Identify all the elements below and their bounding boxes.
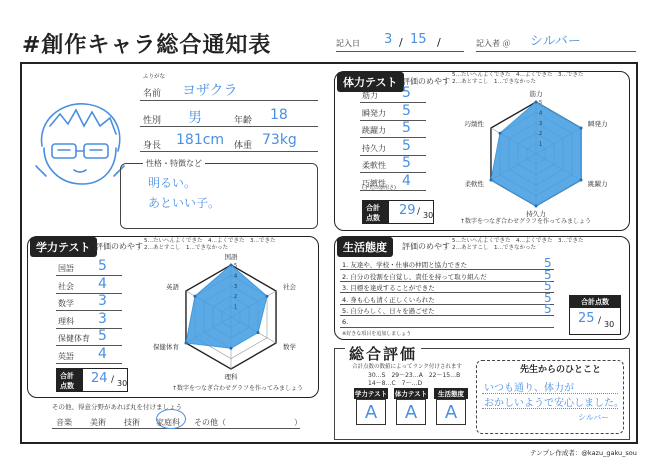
radar-scale-label: 3 <box>234 283 238 290</box>
physical-item-underline <box>360 155 426 156</box>
academic-item-label: 数学 <box>58 299 74 308</box>
radar-axis-label: 理科 <box>224 373 238 381</box>
life-total-value: 25 <box>578 311 595 326</box>
gender-value: 男 <box>188 110 202 126</box>
life-item-label: 6. <box>342 317 349 326</box>
physical-item-underline <box>360 102 426 103</box>
academic-scale-2: 2…あとすこし 1…できなかった <box>144 245 228 251</box>
personality-line-2: あといい子。 <box>148 196 221 210</box>
academic-item-underline <box>56 310 122 311</box>
radar-value-point <box>230 347 233 350</box>
academic-total-box <box>56 368 128 392</box>
physical-chart-note: ↑数字をつなぎ合わせグラフを作ってみましょう <box>460 218 592 225</box>
radar-axis-label: 筋力 <box>529 90 543 98</box>
physical-test-title: 体力テスト <box>337 72 404 92</box>
physical-item-label: 柔軟性 <box>362 161 386 170</box>
academic-total-value: 24 <box>91 371 108 386</box>
radar-axis-label: 保健体育 <box>153 343 180 351</box>
physical-item-label: 筋力 <box>362 91 378 100</box>
physical-item-value: 5 <box>402 137 411 154</box>
physical-item-underline <box>360 120 426 121</box>
life-total-label: 合計点数 <box>570 296 620 308</box>
personality-line-1: 明るい。 <box>148 176 197 190</box>
radar-axis-label: 数学 <box>282 343 296 351</box>
radar-scale-label: 3 <box>539 120 543 127</box>
radar-value-point <box>257 331 260 334</box>
life-total-box <box>569 295 621 335</box>
grade-head: 学力テスト <box>354 390 388 398</box>
physical-item-underline <box>360 172 426 173</box>
life-item-label: 5. 自分らしく、日々を過ごせた <box>342 307 435 315</box>
physical-item-value: 5 <box>402 85 411 101</box>
academic-item-label: 国語 <box>58 264 74 273</box>
height-underline <box>140 151 318 152</box>
life-item-label: 3. 目標を達成することができた <box>342 284 435 292</box>
life-footnote: ※好きな項目を追加しましょう <box>342 331 412 337</box>
name-label: 名前 <box>143 89 162 99</box>
radar-value-point <box>580 179 583 182</box>
academic-item-label: 社会 <box>58 281 74 291</box>
other-subject-close: ） <box>294 418 302 427</box>
radar-value-point <box>580 127 583 130</box>
physical-scale-label: 評価のめやす <box>402 77 450 86</box>
radar-value-point <box>498 132 501 135</box>
radar-value-point <box>230 264 233 267</box>
radar-axis-label: 英語 <box>166 283 180 291</box>
radar-scale-label: 1 <box>234 304 238 311</box>
subject-option: 家庭科 <box>156 418 180 427</box>
overall-ranks-2: 14〜8…C 7〜…D <box>368 380 423 387</box>
radar-scale-label: 2 <box>539 131 543 138</box>
academic-radar-chart <box>150 253 312 383</box>
life-item-underline <box>340 327 554 328</box>
furigana-label: ふりがな <box>143 74 166 80</box>
academic-test-title: 学力テスト <box>30 237 97 257</box>
academic-item-underline <box>56 345 122 346</box>
date-slash-2: / <box>437 36 441 49</box>
life-item-underline <box>340 304 554 305</box>
academic-item-underline <box>56 328 122 329</box>
physical-total-max: 30 <box>423 211 434 220</box>
date-slash: / <box>399 36 403 49</box>
life-item-underline <box>340 269 554 270</box>
radar-axis-label: 社会 <box>282 283 296 291</box>
height-label: 身長 <box>143 141 162 151</box>
radar-scale-label: 5 <box>234 263 238 269</box>
teacher-comment-title: 先生からのひとこと <box>520 365 602 375</box>
physical-item-value: 5 <box>402 155 411 171</box>
radar-value-area <box>186 265 267 348</box>
life-scale-1: 5…たいへんよくできた 4…よくできた 3…できた <box>452 238 584 244</box>
life-total-slash: / <box>598 316 602 326</box>
academic-scale-label: 評価のめやす <box>95 242 143 251</box>
name-value: ヨザクラ <box>182 83 238 99</box>
recorder-label: 記入者 ＠ <box>476 39 511 48</box>
personality-label: 性格・特徴など <box>143 158 205 169</box>
academic-item-label: 保健体育 <box>58 334 90 343</box>
dexterity-note: (手先の器用さ) <box>362 185 396 191</box>
academic-item-underline <box>56 275 122 276</box>
life-item-value: 5 <box>544 290 552 305</box>
life-item-value: 5 <box>544 279 552 293</box>
physical-radar-chart <box>456 88 616 218</box>
physical-item-underline <box>360 190 426 191</box>
height-value: 181cm <box>176 132 225 148</box>
overall-desc: 合計点数の数値によってランク付けされます <box>352 364 462 370</box>
academic-item-underline <box>56 293 122 294</box>
radar-value-point <box>535 101 538 104</box>
radar-value-point <box>193 295 196 298</box>
grade-value: A <box>356 399 386 425</box>
radar-scale-label: 5 <box>539 100 543 106</box>
subject-option: 音楽 <box>56 418 72 427</box>
physical-total-slash: / <box>417 207 421 217</box>
academic-item-value: 5 <box>98 258 107 274</box>
date-month: 3 <box>384 32 393 47</box>
radar-axis-label: 瞬発力 <box>587 120 608 128</box>
character-portrait <box>30 96 130 191</box>
life-scale-label: 評価のめやす <box>402 242 450 251</box>
life-total-max: 30 <box>604 320 615 329</box>
radar-axis-label: 持久力 <box>526 210 546 218</box>
academic-item-value: 3 <box>98 293 107 309</box>
comment-dotline-2 <box>482 408 618 409</box>
gender-label: 性別 <box>143 116 162 126</box>
academic-item-value: 4 <box>98 345 107 362</box>
physical-total-value: 29 <box>399 203 416 218</box>
radar-value-point <box>184 342 187 345</box>
radar-axis-label: 柔軟性 <box>464 180 485 188</box>
physical-total-label: 合計点数 <box>363 201 389 223</box>
grade-head: 生活態度 <box>434 388 468 399</box>
grade-head: 体力テスト <box>394 390 428 398</box>
academic-item-label: 英語 <box>58 351 74 361</box>
overall-title: 総合評価 <box>345 343 421 364</box>
date-day: 15 <box>410 32 427 47</box>
template-credit: テンプレ作成者：@kazu_gaku_sou <box>530 449 637 457</box>
life-item-label: 4. 身も心も清く正しくいられた <box>342 295 435 304</box>
radar-axis-label: 巧緻性 <box>464 120 485 128</box>
academic-item-underline <box>56 363 122 364</box>
radar-value-point <box>535 205 538 208</box>
page-title: #創作キャラ総合通知表 <box>22 33 272 58</box>
life-scale-2: 2…あとすこし 1…できなかった <box>452 245 536 251</box>
academic-total-label: 合計点数 <box>57 369 83 391</box>
life-item-value: 5 <box>544 256 552 270</box>
teacher-comment-line-1: いつも通り、体力が <box>484 383 574 394</box>
physical-scale-2: 2…あとすこし 1…できなかった <box>452 79 536 85</box>
other-subjects-prompt: その他、得意分野があれば丸を付けましょう <box>52 403 182 411</box>
grade-value: A <box>436 399 466 425</box>
date-label: 記入日 <box>336 39 360 48</box>
physical-scale-1: 5…たいへんよくできた 4…よくできた 3…できた <box>452 72 584 78</box>
overall-ranks-1: 30…S 29〜23…A 22〜15…B <box>368 372 461 379</box>
physical-item-label: 瞬発力 <box>362 108 386 118</box>
physical-item-label: 跳躍力 <box>362 126 386 135</box>
radar-value-point <box>489 179 492 182</box>
radar-axis-label: 跳躍力 <box>587 180 608 188</box>
radar-scale-label: 4 <box>234 273 238 280</box>
life-attitude-title: 生活態度 <box>337 237 393 257</box>
grade-value: A <box>396 399 426 425</box>
life-item-value: 5 <box>544 267 552 282</box>
academic-item-label: 理科 <box>58 316 74 326</box>
age-value: 18 <box>270 107 288 123</box>
teacher-comment-line-2: おかしいようで安心しました。 <box>484 398 624 409</box>
life-item-label: 1. 友達や、学校・仕事の仲間と協力できた <box>342 261 468 269</box>
physical-item-value: 5 <box>402 120 411 136</box>
physical-item-value: 5 <box>402 102 411 119</box>
physical-item-underline <box>360 137 426 138</box>
academic-chart-note: ↑数字をつなぎ合わせグラフを作ってみましょう <box>172 385 304 392</box>
physical-item-label: 持久力 <box>362 143 386 153</box>
physical-item-label: 巧緻性 <box>362 178 386 188</box>
age-label: 年齢 <box>234 116 253 126</box>
life-item-label: 2. 自分の役割を自覚し、責任を持って取り組んだ <box>342 272 487 281</box>
life-item-underline <box>340 292 554 293</box>
gender-underline <box>140 126 318 127</box>
weight-value: 73kg <box>262 132 297 148</box>
subject-option: 美術 <box>90 418 106 427</box>
life-item-underline <box>340 281 554 282</box>
academic-item-value: 5 <box>98 328 107 344</box>
recorder-underline <box>476 51 636 52</box>
life-item-underline <box>340 315 554 316</box>
subject-option: 技術 <box>124 418 140 427</box>
recorder-name: シルバー <box>530 34 581 49</box>
life-item-value: 5 <box>544 302 552 316</box>
subject-option: その他（ <box>194 418 226 427</box>
academic-total-slash: / <box>111 375 115 385</box>
name-underline <box>140 100 318 101</box>
academic-scale-1: 5…たいへんよくできた 4…よくできた 3…できた <box>144 238 276 244</box>
weight-label: 体重 <box>234 141 253 151</box>
radar-value-point <box>266 295 269 298</box>
radar-value-area <box>491 102 581 206</box>
physical-item-value: 4 <box>402 172 411 189</box>
teacher-signature: シルバー <box>578 413 610 422</box>
date-underline <box>336 51 464 52</box>
physical-total-box <box>362 200 434 224</box>
radar-scale-label: 1 <box>539 141 543 148</box>
academic-item-value: 3 <box>98 310 107 327</box>
academic-item-value: 4 <box>98 275 107 292</box>
radar-scale-label: 2 <box>234 294 238 301</box>
radar-scale-label: 4 <box>539 110 543 117</box>
radar-axis-label: 国語 <box>224 253 238 261</box>
academic-total-max: 30 <box>117 379 128 388</box>
